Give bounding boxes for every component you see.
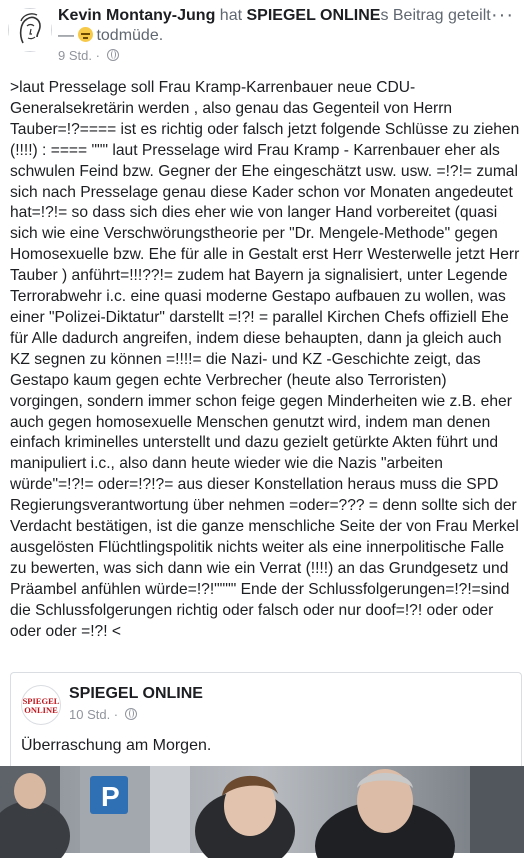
author-name-link[interactable]: Kevin Montany-Jung [58,7,216,24]
share-verb: hat [215,7,247,24]
post-body-text: >laut Presselage soll Frau Kramp-Karrenbauer neue CDU-Generalsekretärin werden , also genau das Gegenteil von Herrn Tauber=!?==== ist es richtig oder falsch jetzt folgende Schlüsse zu ziehen (!!!!) : ==== """ laut Presselage wird Frau Kramp - Karrenbauer eher als schwulen Feind bzw. Gegner der Ehe eingeschätzt usw. usw. =!?!= zumal sich nach Presselage genau diese Kader schon vor Monaten angedeutet hat=!?!= so dass sich dies eher wie von langer Hand vorbereitet (quasi sich wie eine Verschwörungstheorie per "Dr. Mengele-Methode" gegen Homosexuelle bzw. Ehe für alle in Gestalt erst Herr Westerwelle jetzt Herr Tauber ) anführt=!!!??!= zudem hat Bayern ja signalisiert, unter Legende Terrorabwehr i.c. eine quasi moderne Gestapo aufbauen zu wollen, was einer "Polizei-Diktatur" darstellt =!?! = parallel Kirchen Chefs offiziell Ehe für Alle dadurch angreifen, indem diese behaupten, dann ja gleich auch KZ segnen zu können =!!!!= die Nazi- und KZ -Geschichte zeigt, das Gestapo kaum gegen echte Verbrecher (heute also Terroristen) vorgingen, sondern immer schon feige gegen Minderheiten wie z.B. eher auch gegen homosexuelle Menschen genutzt wird, indem man denen einfach kriminelles unterstellt und dazu gezielt getürkte Akten führt und manipuliert i.c., also dann heute wieder wie die Nazis "arbeiten würde"=!?!= oder=!?!?= aus dieser Konstellation heraus muss die SPD Regierungsverantwortung über nehmen =oder=??? = denn sollte sich der Verdacht bestätigen, ist die ganze menschliche Seite der von Frau Merkel ausgelösten Flüchtlingspolitik nichts weiter als eine innerpolitische Falle zu bewerten, was sich dann wie ein Verrat (!!!!) an das Grundgesetz und Präambel anfühlen würde=!?!"""" Ende der Schlussfolgerungen=!?!=sind die Schlussfolgerungen richtig oder falsch oder nur doof=!?! oder oder oder oder =!?! < [10,79,520,640]
post-options-icon[interactable]: ··· [491,4,514,26]
post-timestamp[interactable] [58,48,119,63]
feeling-dash: — [58,27,79,44]
spiegel-online-logo[interactable] [21,685,61,725]
share-suffix: s Beitrag geteilt [380,7,491,24]
shared-post-photo[interactable] [0,766,524,853]
post-header [0,0,524,70]
author-avatar[interactable] [8,8,52,52]
feeling-line [58,26,163,46]
shared-page-name[interactable]: SPIEGEL ONLINE [69,685,203,702]
logo-line-1: SPIEGEL [22,696,60,706]
globe-icon [125,708,137,720]
feeling-text: todmüde. [96,27,164,44]
share-headline [58,6,491,26]
sleepy-face-emoji-icon [78,27,93,42]
svg-text:P: P [101,781,120,812]
sketch-portrait-image [9,9,51,51]
logo-line-2: ONLINE [24,705,58,715]
news-photo-image [0,766,524,853]
globe-icon [107,49,119,61]
shared-timestamp-text: 10 Std. · [69,707,122,722]
shared-timestamp[interactable] [69,707,137,722]
timestamp-text: 9 Std. · [58,48,104,63]
shared-post-card[interactable] [10,672,522,767]
shared-page-link[interactable]: SPIEGEL ONLINE [246,7,381,24]
shared-post-text: Überraschung am Morgen. [21,737,212,754]
